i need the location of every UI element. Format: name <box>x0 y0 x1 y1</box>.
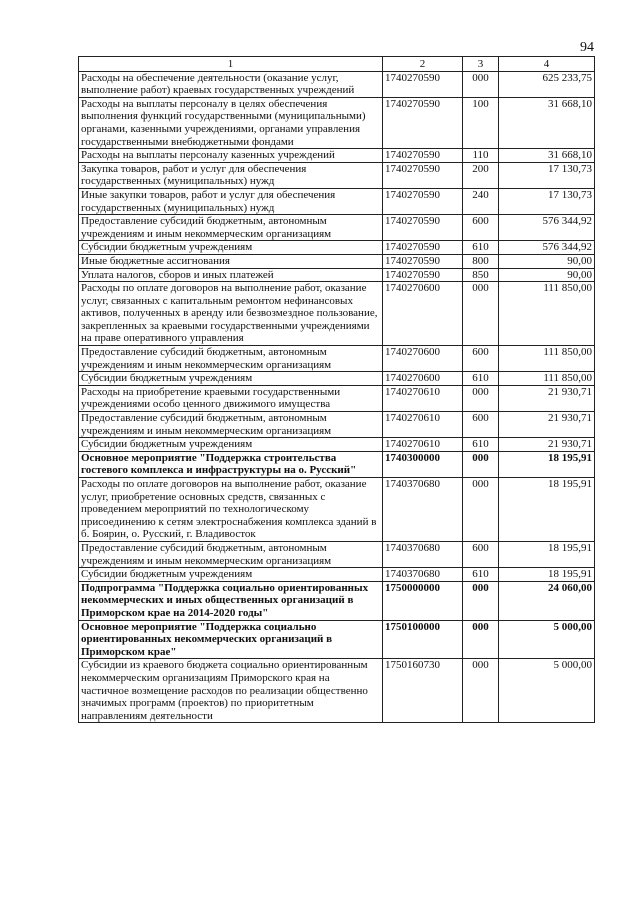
expense-type: 000 <box>463 478 499 542</box>
row-name: Субсидии бюджетным учреждениям <box>79 372 383 386</box>
amount: 31 668,10 <box>499 97 595 148</box>
expense-type: 610 <box>463 438 499 452</box>
table-row <box>79 568 595 582</box>
expense-type: 610 <box>463 568 499 582</box>
amount: 18 195,91 <box>499 541 595 567</box>
row-name: Основное мероприятие "Поддержка строительства гостевого комплекса и инфраструктуры на о. Русский" <box>79 451 383 477</box>
amount: 21 930,71 <box>499 385 595 411</box>
row-name: Закупка товаров, работ и услуг для обеспечения государственных (муниципальных) нужд <box>79 162 383 188</box>
budget-code: 1750160730 <box>383 659 463 723</box>
row-name: Предоставление субсидий бюджетным, автономным учреждениям и иным некоммерческим организациям <box>79 346 383 372</box>
budget-code: 1740270590 <box>383 254 463 268</box>
row-name: Субсидии бюджетным учреждениям <box>79 241 383 255</box>
table-row <box>79 581 595 620</box>
amount: 17 130,73 <box>499 188 595 214</box>
table-row <box>79 241 595 255</box>
budget-code: 1740370680 <box>383 478 463 542</box>
page-number: 94 <box>580 40 594 55</box>
table-row <box>79 215 595 241</box>
table-row <box>79 372 595 386</box>
expense-type: 600 <box>463 215 499 241</box>
expense-type: 240 <box>463 188 499 214</box>
table-row <box>79 97 595 148</box>
budget-code: 1740270610 <box>383 412 463 438</box>
table-row <box>79 346 595 372</box>
expense-type: 850 <box>463 268 499 282</box>
expense-type: 610 <box>463 241 499 255</box>
budget-code: 1740270590 <box>383 188 463 214</box>
amount: 31 668,10 <box>499 149 595 163</box>
budget-code: 1740270590 <box>383 162 463 188</box>
row-name: Предоставление субсидий бюджетным, автономным учреждениям и иным некоммерческим организациям <box>79 541 383 567</box>
amount: 111 850,00 <box>499 346 595 372</box>
amount: 111 850,00 <box>499 282 595 346</box>
table-row <box>79 438 595 452</box>
row-name: Расходы на обеспечение деятельности (оказание услуг, выполнение работ) краевых государственных учреждений <box>79 71 383 97</box>
budget-table <box>78 56 595 723</box>
budget-code: 1740270610 <box>383 385 463 411</box>
header-cell-3: 3 <box>463 57 499 72</box>
table-row <box>79 149 595 163</box>
amount: 5 000,00 <box>499 659 595 723</box>
amount: 625 233,75 <box>499 71 595 97</box>
row-name: Расходы по оплате договоров на выполнение работ, оказание услуг, приобретение основных средств, связанных с проведением мероприятий по технологическому присоединению к сетям электроснабжения комплекса зданий в б. Боярин, о. Русский, г. Владивосток <box>79 478 383 542</box>
table-row <box>79 620 595 659</box>
table-row <box>79 385 595 411</box>
expense-type: 110 <box>463 149 499 163</box>
amount: 18 195,91 <box>499 568 595 582</box>
budget-code: 1740270590 <box>383 97 463 148</box>
table-row <box>79 268 595 282</box>
row-name: Субсидии бюджетным учреждениям <box>79 438 383 452</box>
row-name: Расходы по оплате договоров на выполнение работ, оказание услуг, связанных с капитальным ремонтом нефинансовых активов, полученных в аренду или безвозмездное пользование, закрепленных за краевыми государственными учреждениями на праве оперативного управления <box>79 282 383 346</box>
amount: 17 130,73 <box>499 162 595 188</box>
budget-code: 1740270590 <box>383 71 463 97</box>
table-row <box>79 541 595 567</box>
budget-code: 1740270590 <box>383 149 463 163</box>
row-name: Иные бюджетные ассигнования <box>79 254 383 268</box>
expense-type: 600 <box>463 412 499 438</box>
amount: 21 930,71 <box>499 438 595 452</box>
row-name: Расходы на выплаты персоналу в целях обеспечения выполнения функций государственными (муниципальными) органами, казенными учреждениями, органами управления государственными внебюджетными фондами <box>79 97 383 148</box>
expense-type: 000 <box>463 581 499 620</box>
table-row <box>79 478 595 542</box>
budget-code: 1750100000 <box>383 620 463 659</box>
budget-code: 1740370680 <box>383 541 463 567</box>
budget-code: 1740270610 <box>383 438 463 452</box>
budget-code: 1740270600 <box>383 346 463 372</box>
expense-type: 200 <box>463 162 499 188</box>
budget-code: 1740300000 <box>383 451 463 477</box>
budget-code: 1740270590 <box>383 215 463 241</box>
table-row <box>79 162 595 188</box>
amount: 576 344,92 <box>499 215 595 241</box>
table-row <box>79 188 595 214</box>
amount: 90,00 <box>499 254 595 268</box>
budget-code: 1750000000 <box>383 581 463 620</box>
row-name: Расходы на выплаты персоналу казенных учреждений <box>79 149 383 163</box>
table-row <box>79 71 595 97</box>
amount: 18 195,91 <box>499 451 595 477</box>
expense-type: 610 <box>463 372 499 386</box>
amount: 576 344,92 <box>499 241 595 255</box>
amount: 18 195,91 <box>499 478 595 542</box>
row-name: Субсидии бюджетным учреждениям <box>79 568 383 582</box>
amount: 24 060,00 <box>499 581 595 620</box>
row-name: Иные закупки товаров, работ и услуг для обеспечения государственных (муниципальных) нужд <box>79 188 383 214</box>
table-row <box>79 451 595 477</box>
row-name: Подпрограмма "Поддержка социально ориентированных некоммерческих и иных общественных организаций в Приморском крае на 2014-2020 годы" <box>79 581 383 620</box>
expense-type: 600 <box>463 541 499 567</box>
row-name: Предоставление субсидий бюджетным, автономным учреждениям и иным некоммерческим организациям <box>79 215 383 241</box>
row-name: Расходы на приобретение краевыми государственными учреждениями особо ценного движимого имущества <box>79 385 383 411</box>
row-name: Уплата налогов, сборов и иных платежей <box>79 268 383 282</box>
amount: 5 000,00 <box>499 620 595 659</box>
row-name: Основное мероприятие "Поддержка социально ориентированных некоммерческих организаций в Приморском крае" <box>79 620 383 659</box>
budget-code: 1740270590 <box>383 268 463 282</box>
expense-type: 800 <box>463 254 499 268</box>
budget-code: 1740270600 <box>383 282 463 346</box>
budget-code: 1740270600 <box>383 372 463 386</box>
row-name: Предоставление субсидий бюджетным, автономным учреждениям и иным некоммерческим организациям <box>79 412 383 438</box>
expense-type: 000 <box>463 282 499 346</box>
amount: 21 930,71 <box>499 412 595 438</box>
header-cell-1: 1 <box>79 57 383 72</box>
expense-type: 000 <box>463 451 499 477</box>
expense-type: 000 <box>463 71 499 97</box>
expense-type: 600 <box>463 346 499 372</box>
header-cell-2: 2 <box>383 57 463 72</box>
table-row <box>79 659 595 723</box>
amount: 90,00 <box>499 268 595 282</box>
expense-type: 100 <box>463 97 499 148</box>
table-row <box>79 412 595 438</box>
table-body <box>79 57 595 723</box>
table-row <box>79 254 595 268</box>
row-name: Субсидии из краевого бюджета социально ориентированным некоммерческим организациям Приморского края на частичное возмещение расходов по реализации общественно значимых программ (проектов) по приоритетным направлениям деятельности <box>79 659 383 723</box>
expense-type: 000 <box>463 620 499 659</box>
budget-code: 1740370680 <box>383 568 463 582</box>
amount: 111 850,00 <box>499 372 595 386</box>
expense-type: 000 <box>463 385 499 411</box>
budget-code: 1740270590 <box>383 241 463 255</box>
header-row <box>79 57 595 72</box>
expense-type: 000 <box>463 659 499 723</box>
table-row <box>79 282 595 346</box>
header-cell-4: 4 <box>499 57 595 72</box>
